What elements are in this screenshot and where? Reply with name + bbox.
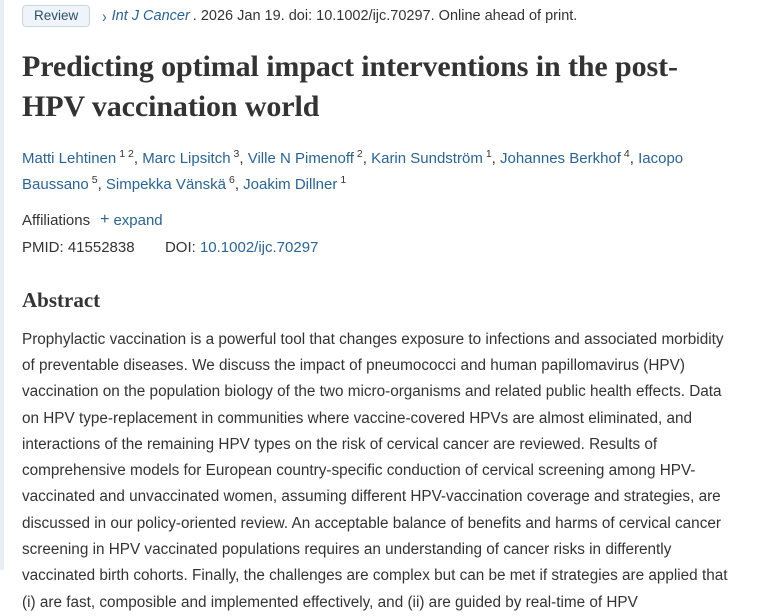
- author-link[interactable]: Ville N Pimenoff: [247, 150, 354, 168]
- pmid-label: PMID:: [22, 238, 64, 256]
- publication-type-badge[interactable]: Review: [22, 5, 90, 28]
- abstract-text: Prophylactic vaccination is a powerful tool that changes exposure to infections and associated morbidity of preventable diseases. We discuss the impact of pneumococci and human papillomavirus (HPV) vaccination on the population biology of the two micro-organisms and related public health effects. Data on HPV type-replacement in communities where vaccine-covered HPVs are almost eliminated, and interactions of the remaining HPV types on the risk of cervical cancer are reviewed. Results of comprehensive models for European country-specific conduction of cervical screening among HPV-vaccinated and unvaccinated women, assuming different HPV-vaccination coverage and strategies, are discussed in our policy-oriented review. An acceptable balance of benefits and harms of cervical cancer screening in HPV vaccinated populations requires an understanding of cancer risks in differently vaccinated birth cohorts. Finally, the challenges are complex but can be met if strategies are applied that (i) are fast, composible and implemented effectively, and (ii) are guided by real-time of HPV: [22, 330, 728, 611]
- author-affiliation-marker: 1 2: [119, 148, 134, 161]
- author-link[interactable]: Marc Lipsitch: [142, 150, 231, 168]
- author-affiliation-marker: 1: [485, 148, 492, 161]
- expand-label: expand: [113, 211, 163, 229]
- author-link[interactable]: Johannes Berkhof: [500, 150, 621, 168]
- author-affiliation-marker: 3: [233, 148, 240, 161]
- expand-affiliations-button[interactable]: [100, 212, 163, 229]
- author-entry: [371, 150, 496, 167]
- author-entry: [22, 150, 138, 167]
- author-link[interactable]: Iacopo Baussano: [22, 150, 684, 193]
- affiliations-row: [22, 212, 738, 229]
- author-entry: [248, 150, 367, 167]
- author-affiliation-marker: 1: [340, 173, 347, 186]
- author-entry: [105, 173, 239, 193]
- author-separator: ,: [97, 175, 102, 193]
- doi-link[interactable]: 10.1002/ijc.70297: [199, 238, 319, 256]
- left-accent-rule: [0, 0, 4, 570]
- author-affiliation-marker: 5: [91, 173, 98, 186]
- author-separator: ,: [239, 150, 244, 168]
- author-separator: ,: [629, 150, 634, 168]
- author-separator: ,: [234, 175, 239, 193]
- author-link[interactable]: Matti Lehtinen: [22, 150, 117, 168]
- author-separator: ,: [362, 150, 367, 168]
- journal-link[interactable]: Int J Cancer: [111, 8, 190, 24]
- author-link[interactable]: Simpekka Vänskä: [105, 175, 226, 193]
- author-affiliation-marker: 6: [228, 173, 235, 186]
- author-affiliation-marker: 2: [356, 148, 363, 161]
- citation-details: . 2026 Jan 19. doi: 10.1002/ijc.70297. Online ahead of print.: [192, 8, 578, 24]
- author-link[interactable]: Karin Sundström: [371, 150, 483, 168]
- author-entry: [243, 173, 347, 193]
- author-entry: [142, 150, 243, 167]
- author-separator: ,: [491, 150, 496, 168]
- author-entry: [500, 150, 634, 167]
- author-affiliation-marker: 4: [623, 148, 630, 161]
- author-separator: ,: [133, 150, 139, 168]
- citation-line: [22, 0, 738, 29]
- identifiers-row: [22, 239, 738, 256]
- page-title: Predicting optimal impact interventions in the post-HPV vaccination world: [22, 50, 678, 123]
- chevron-right-icon[interactable]: ›: [102, 6, 107, 26]
- author-list: [22, 146, 738, 198]
- pmid-value: 41552838: [67, 238, 135, 256]
- plus-icon: +: [100, 211, 110, 229]
- abstract-heading: Abstract: [22, 287, 101, 312]
- author-link[interactable]: Joakim Dillner: [243, 175, 338, 193]
- affiliations-label: Affiliations: [22, 211, 91, 229]
- doi-label: DOI:: [164, 238, 196, 256]
